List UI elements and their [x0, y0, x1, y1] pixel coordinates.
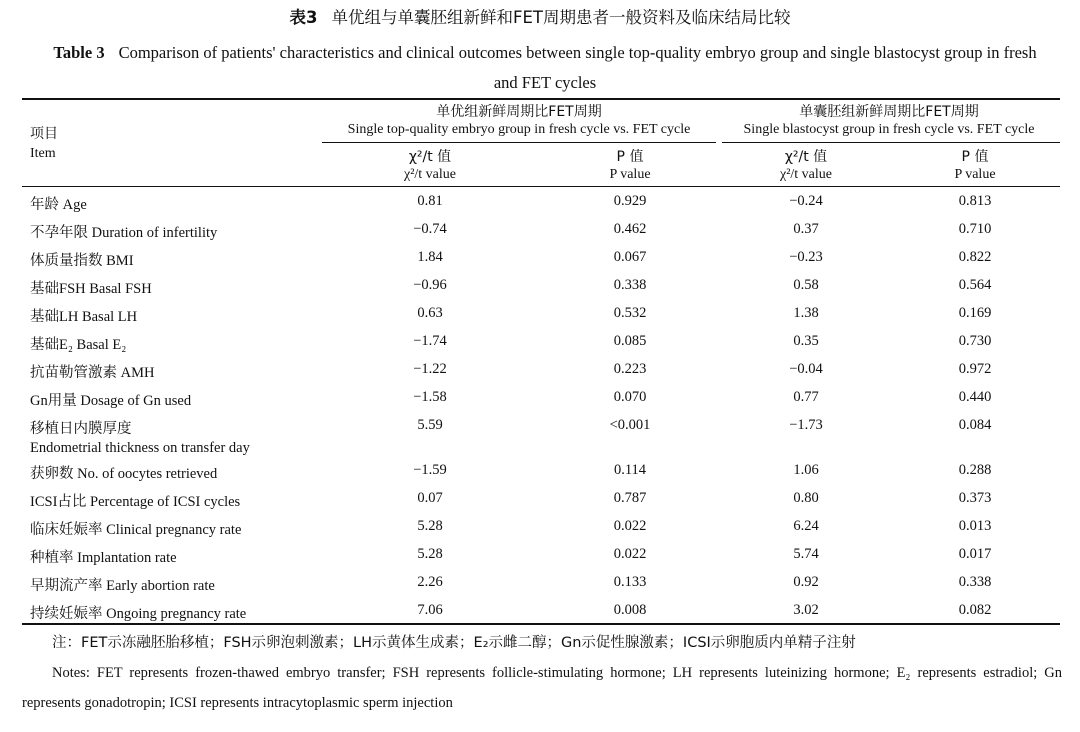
table-title-en: Comparison of patients' characteristics and clinical outcomes between single top-quality embryo group and single blastocyst group in fresh and FET cycles — [118, 43, 1037, 92]
cell-g2-p: 0.017 — [958, 546, 992, 562]
table-row — [0, 188, 1080, 216]
table-top-rule — [22, 98, 1060, 100]
table-row — [0, 569, 1080, 597]
cell-g1-stat: 5.28 — [417, 546, 443, 562]
cell-g1-p: 0.929 — [613, 193, 647, 209]
cell-g2-stat: 1.06 — [793, 462, 819, 478]
row-label: 种植率 Implantation rate — [30, 550, 177, 566]
g1-chi-header-zh: χ²/t 值 — [408, 149, 452, 165]
cell-g2-stat: 3.02 — [793, 602, 819, 618]
group2-subrule — [722, 142, 1060, 143]
cell-g2-p: 0.288 — [958, 462, 992, 478]
cell-g1-stat: −1.58 — [413, 389, 447, 405]
item-column-header — [30, 124, 58, 164]
cell-g1-p: <0.001 — [609, 417, 651, 433]
cell-g1-p: 0.070 — [613, 389, 647, 405]
cell-g2-p: 0.373 — [958, 490, 992, 506]
g2-chi-header-zh: χ²/t 值 — [784, 149, 828, 165]
cell-g1-stat: −0.96 — [413, 277, 447, 293]
cell-g1-stat: 0.07 — [417, 490, 443, 506]
table-row — [0, 244, 1080, 272]
row-label: 年龄 Age — [30, 197, 87, 213]
cell-g2-p: 0.169 — [958, 305, 992, 321]
cell-g1-stat: 5.59 — [417, 417, 443, 433]
cell-g1-p: 0.462 — [613, 221, 647, 237]
table-header-rule — [22, 186, 1060, 187]
cell-g1-p: 0.085 — [613, 333, 647, 349]
cell-g1-p: 0.067 — [613, 249, 647, 265]
row-label: 不孕年限 Duration of infertility — [30, 225, 218, 241]
cell-g2-p: 0.710 — [958, 221, 992, 237]
table-bottom-rule — [22, 623, 1060, 625]
row-label: 获卵数 No. of oocytes retrieved — [30, 466, 218, 482]
g1-p-header-en: P value — [609, 167, 651, 182]
cell-g1-stat: −0.74 — [413, 221, 447, 237]
cell-g1-stat: −1.22 — [413, 361, 447, 377]
cell-g2-stat: 5.74 — [793, 546, 819, 562]
cell-g2-p: 0.082 — [958, 602, 992, 618]
g2-p-header-zh: P 值 — [961, 149, 989, 165]
table-caption-zh — [0, 4, 1080, 28]
cell-g2-p: 0.813 — [958, 193, 992, 209]
cell-g1-p: 0.022 — [613, 546, 647, 562]
cell-g2-stat: 0.77 — [793, 389, 819, 405]
table-row — [0, 356, 1080, 384]
cell-g2-stat: −0.24 — [789, 193, 823, 209]
g1-chi-header — [370, 148, 490, 184]
row-label-line2: Endometrial thickness on transfer day — [30, 440, 250, 456]
cell-g2-p: 0.013 — [958, 518, 992, 534]
cell-g1-p: 0.114 — [613, 462, 647, 478]
cell-g1-stat: 7.06 — [417, 602, 443, 618]
table-row — [0, 272, 1080, 300]
row-label-line1: 移植日内膜厚度 — [30, 421, 132, 437]
table-row — [0, 597, 1080, 625]
table-row — [0, 384, 1080, 412]
cell-g2-p: 0.564 — [958, 277, 992, 293]
cell-g1-p: 0.787 — [613, 490, 647, 506]
g1-p-header — [570, 148, 690, 184]
row-label: 基础LH Basal LH — [30, 309, 138, 325]
row-label: 持续妊娠率 Ongoing pregnancy rate — [30, 606, 247, 622]
cell-g2-stat: −0.04 — [789, 361, 823, 377]
g2-p-header — [915, 148, 1035, 184]
cell-g1-stat: 1.84 — [417, 249, 443, 265]
table-row — [0, 328, 1080, 356]
cell-g1-stat: 0.63 — [417, 305, 443, 321]
item-header-en: Item — [30, 146, 56, 161]
cell-g2-stat: 0.80 — [793, 490, 819, 506]
cell-g2-stat: 0.37 — [793, 221, 819, 237]
table-row — [0, 513, 1080, 541]
g2-p-header-en: P value — [954, 167, 996, 182]
cell-g2-stat: 0.58 — [793, 277, 819, 293]
cell-g2-p: 0.822 — [958, 249, 992, 265]
row-label: 早期流产率 Early abortion rate — [30, 578, 215, 594]
cell-g2-stat: 6.24 — [793, 518, 819, 534]
row-label: ICSI占比 Percentage of ICSI cycles — [30, 494, 241, 510]
cell-g2-p: 0.440 — [958, 389, 992, 405]
row-label — [30, 417, 250, 457]
table-row — [0, 300, 1080, 328]
g2-chi-header — [746, 148, 866, 184]
notes-en: Notes: FET represents frozen-thawed embryo transfer; FSH represents follicle-stimulating hormone; LH represents luteinizing hormone; E₂ represents estradiol; Gn represents gonadotropin; ICSI represents intracytoplasmic sperm injection — [22, 665, 1062, 711]
cell-g1-stat: 2.26 — [417, 574, 443, 590]
g2-chi-header-en: χ²/t value — [779, 167, 832, 182]
cell-g1-p: 0.223 — [613, 361, 647, 377]
cell-g1-p: 0.532 — [613, 305, 647, 321]
notes-zh: 注：FET示冻融胚胎移植；FSH示卵泡刺激素；LH示黄体生成素；E₂示雌二醇；Gn示促性腺激素；ICSI示卵胞质内单精子注射 — [52, 635, 856, 651]
table-label-en: Table 3 — [53, 43, 105, 62]
g1-chi-header-en: χ²/t value — [403, 167, 456, 182]
group2-header-zh: 单囊胚组新鲜周期比FET周期 — [799, 104, 979, 120]
cell-g1-p: 0.022 — [613, 518, 647, 534]
cell-g1-stat: 5.28 — [417, 518, 443, 534]
table-notes — [22, 628, 1062, 718]
table-row — [0, 216, 1080, 244]
item-header-zh: 项目 — [30, 126, 58, 142]
cell-g2-stat: −0.23 — [789, 249, 823, 265]
cell-g2-p: 0.972 — [958, 361, 992, 377]
cell-g1-stat: 0.81 — [417, 193, 443, 209]
table-label-zh: 表3 — [289, 8, 318, 27]
g1-p-header-zh: P 值 — [616, 149, 644, 165]
table-title-zh: 单优组与单囊胚组新鲜和FET周期患者一般资料及临床结局比较 — [331, 8, 791, 27]
row-label: Gn用量 Dosage of Gn used — [30, 393, 192, 409]
row-label: 体质量指数 BMI — [30, 253, 134, 269]
cell-g2-p: 0.730 — [958, 333, 992, 349]
row-label: 基础FSH Basal FSH — [30, 281, 152, 297]
cell-g1-p: 0.133 — [613, 574, 647, 590]
cell-g2-stat: 0.92 — [793, 574, 819, 590]
table-row — [0, 457, 1080, 485]
cell-g1-p: 0.008 — [613, 602, 647, 618]
table-row — [0, 541, 1080, 569]
group2-header-en: Single blastocyst group in fresh cycle vs. FET cycle — [743, 122, 1035, 137]
table-caption-en — [40, 38, 1050, 98]
cell-g2-stat: −1.73 — [789, 417, 823, 433]
table-row — [0, 485, 1080, 513]
cell-g2-stat: 0.35 — [793, 333, 819, 349]
group1-header-en: Single top-quality embryo group in fresh cycle vs. FET cycle — [347, 122, 691, 137]
cell-g2-p: 0.084 — [958, 417, 992, 433]
group1-subrule — [322, 142, 716, 143]
cell-g1-stat: −1.59 — [413, 462, 447, 478]
group2-header — [722, 103, 1056, 139]
row-label: 临床妊娠率 Clinical pregnancy rate — [30, 522, 242, 538]
cell-g2-p: 0.338 — [958, 574, 992, 590]
cell-g1-stat: −1.74 — [413, 333, 447, 349]
group1-header — [322, 103, 716, 139]
row-label: 抗苗勒管激素 AMH — [30, 365, 155, 381]
cell-g1-p: 0.338 — [613, 277, 647, 293]
table-row — [0, 412, 1080, 456]
row-label: 基础E₂ Basal E₂ — [30, 337, 127, 353]
group1-header-zh: 单优组新鲜周期比FET周期 — [436, 104, 602, 120]
cell-g2-stat: 1.38 — [793, 305, 819, 321]
